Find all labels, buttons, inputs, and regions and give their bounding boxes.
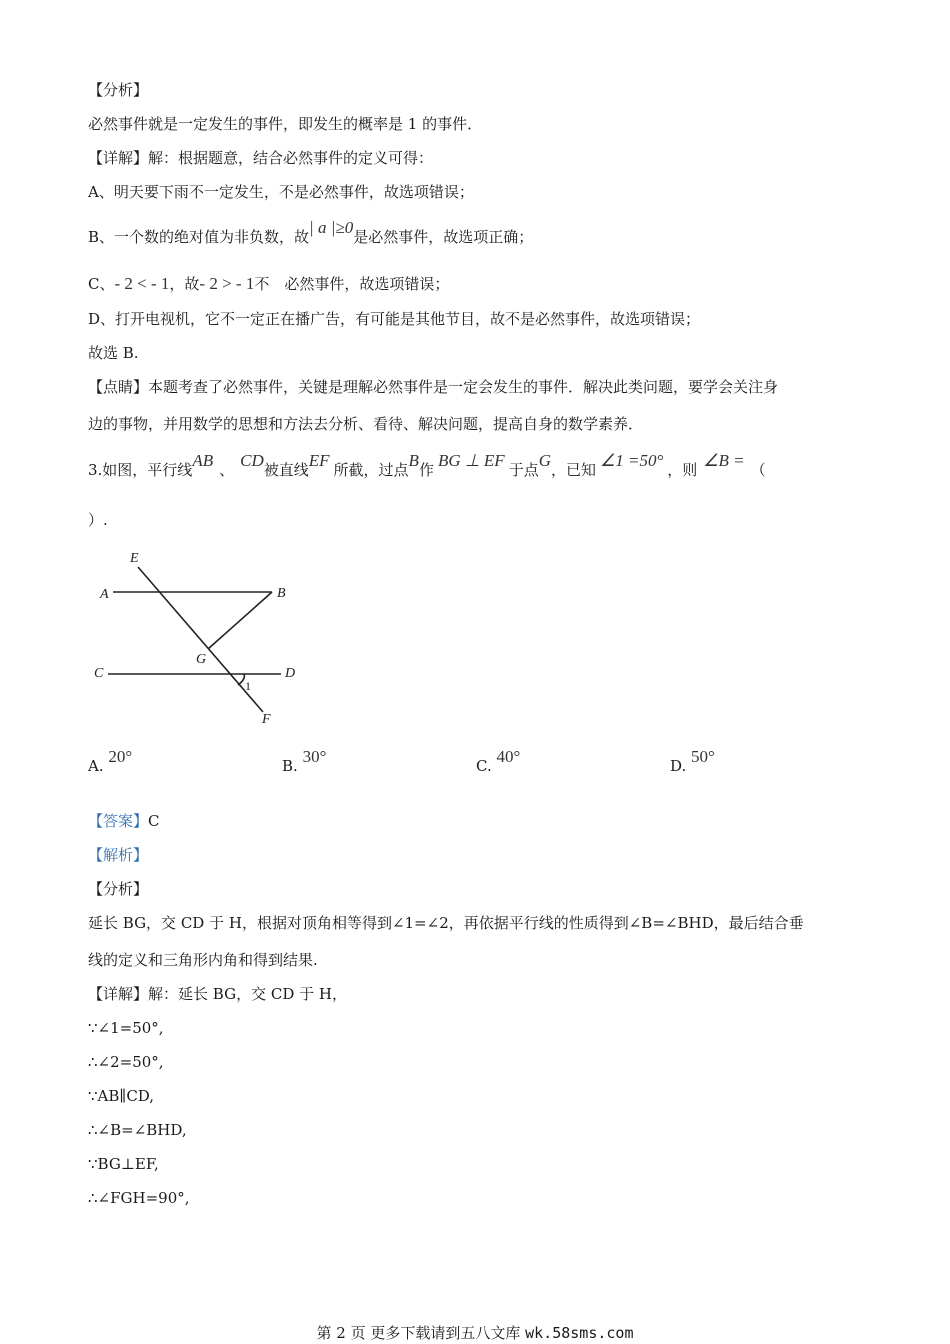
math-perpendicular: BG ⊥ EF: [437, 451, 505, 470]
analysis-text: 必然事件就是一定发生的事件，即发生的概率是 1 的事件．: [88, 115, 483, 133]
label-d: D: [285, 666, 296, 681]
step-6: ∴∠FGH=90°,: [88, 1189, 190, 1207]
math-ef: EF: [308, 451, 330, 470]
label-f: F: [262, 712, 271, 727]
choice-c[interactable]: C. 40°: [476, 747, 521, 775]
math-b: B: [408, 451, 419, 470]
answer-analysis-line-2: 线的定义和三角形内角和得到结果.: [88, 951, 318, 969]
geometry-figure: [88, 545, 318, 730]
detail-heading: 【详解】解：根据题意，结合必然事件的定义可得：: [88, 149, 434, 167]
math-g: G: [538, 451, 551, 470]
answer-analysis-heading: 【分析】: [88, 880, 149, 898]
inequality-2: - 2 > - 1: [199, 274, 255, 293]
math-angle-1: ∠1 =50°: [600, 451, 664, 470]
option-d-explanation: D、打开电视机，它不一定正在播广告，有可能是其他节目，故不是必然事件，故选项错误；: [88, 310, 701, 328]
choice-b[interactable]: B. 30°: [282, 747, 327, 775]
math-angle-b: ∠B =: [703, 451, 745, 470]
step-3: ∵AB∥CD,: [88, 1087, 155, 1105]
option-b-explanation: B、一个数的绝对值为非负数，故| a |≥0是必然事件，故选项正确；: [88, 218, 534, 246]
choice-d[interactable]: D. 50°: [670, 747, 715, 775]
label-a: A: [100, 587, 109, 602]
answer-detail-heading: 【详解】解：延长 BG，交 CD 于 H，: [88, 985, 347, 1003]
option-c-explanation: C、- 2 < - 1，故- 2 > - 1不 必然事件，故选项错误；: [88, 274, 450, 293]
math-cd: CD: [240, 451, 264, 470]
angle-1-arc: [238, 674, 244, 685]
option-a-explanation: A、明天要下雨不一定发生，不是必然事件，故选项错误；: [88, 183, 474, 201]
step-4: ∴∠B=∠BHD,: [88, 1121, 187, 1139]
segment-bg: [208, 592, 272, 649]
conclusion: 故选 B.: [88, 344, 139, 362]
comment-line-1: 【点睛】本题考查了必然事件，关键是理解必然事件是一定会发生的事件．解决此类问题，要学会关注身: [88, 378, 779, 396]
step-2: ∴∠2=50°,: [88, 1053, 164, 1071]
page-footer: 第 2 页 更多下载请到五八文库 wk.58sms.com: [316, 1324, 634, 1342]
step-5: ∵BG⊥EF,: [88, 1155, 159, 1173]
label-e: E: [130, 551, 139, 566]
analysis-heading: 【分析】: [88, 81, 149, 99]
math-ab: AB: [192, 451, 214, 470]
label-c: C: [94, 666, 104, 681]
answer-label: 【答案】: [88, 812, 149, 830]
answer-analysis-line-1: 延长 BG，交 CD 于 H，根据对顶角相等得到∠1=∠2，再依据平行线的性质得到∠B=∠BHD，最后结合垂: [88, 914, 804, 932]
choice-a[interactable]: A. 20°: [88, 747, 133, 775]
label-g: G: [196, 652, 207, 667]
question-3-stem: 3.如图，平行线AB 、 CD被直线EF 所截，过点B作 BG ⊥ EF 于点G，已知 ∠1 =50° ，则 ∠B = （: [88, 451, 766, 479]
footer-link[interactable]: wk.58sms.com: [525, 1324, 634, 1342]
label-b: B: [277, 586, 286, 601]
answer-value: C: [148, 812, 160, 830]
abs-value-expression: | a |≥0: [309, 218, 354, 237]
step-1: ∵∠1=50°,: [88, 1019, 164, 1037]
explanation-heading: 【解析】: [88, 846, 149, 864]
inequality-1: - 2 < - 1: [114, 274, 170, 293]
label-1: 1: [245, 679, 251, 693]
question-3-stem-end: ）.: [88, 511, 108, 529]
comment-line-2: 边的事物，并用数学的思想和方法去分析、看待、解决问题，提高自身的数学素养．: [88, 415, 644, 433]
answer-line: [88, 811, 160, 831]
